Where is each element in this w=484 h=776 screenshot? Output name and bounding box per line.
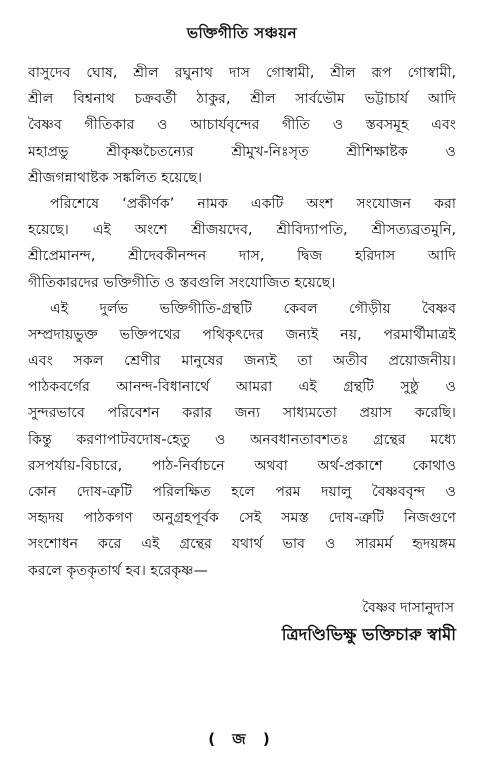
signature-block [282, 596, 456, 650]
page-number: ( জ ) [208, 730, 276, 748]
preface-body [28, 60, 456, 584]
text-line: গীতিকারদের ভক্তিগীতি ও স্তবগুলি সংযোজিত হয়েছে। [28, 274, 336, 291]
text-line: এই দুর্লভ ভক্তিগীতি-গ্রন্থটি কেবল গৌড়ীয় বৈষ্ণব [50, 300, 456, 317]
text-line: বৈষ্ণব গীতিকার ও আচার্যবৃন্দের গীতি ও স্তবসমূহ এবং [28, 117, 456, 134]
signature-name: ত্রিদণ্ডিভিক্ষু ভক্তিচারু স্বামী [281, 625, 456, 644]
text-line: শ্রীল বিশ্বনাথ চক্রবর্তী ঠাকুর, শ্রীল সার্বভৌম ভট্টাচার্য আদি [28, 91, 456, 108]
text-line: সহৃদয় পাঠকগণ অনুগ্রহপূর্বক সেই সমস্ত দোষ-ত্রুটি নিজগুণে [28, 510, 456, 527]
text-line: শ্রীজগন্নাথাষ্টক সঙ্কলিত হয়েছে। [28, 169, 203, 186]
text-line: পাঠকবর্গের আনন্দ-বিধানার্থে আমরা এই গ্রন্থটি সুষ্ঠু ও [28, 379, 456, 396]
running-head-title: ভক্তিগীতি সঞ্চয়ন [186, 24, 298, 42]
text-line: কোন দোষ-ত্রুটি পরিলক্ষিত হলে পরম দয়ালু বৈষ্ণববৃন্দ ও [28, 484, 456, 500]
text-line: এবং সকল শ্রেণীর মানুষের জন্যই তা অতীব প্রয়োজনীয়। [28, 353, 456, 370]
text-line: সুন্দরভাবে পরিবেশন করার জন্য সাধ্যমতো প্রয়াস করেছি। [28, 405, 456, 422]
text-line: বাসুদেব ঘোষ, শ্রীল রঘুনাথ দাস গোস্বামী, শ্রীল রূপ গোস্বামী, [28, 65, 456, 81]
text-line: মহাপ্রভু শ্রীকৃষ্ণচৈতন্যের শ্রীমুখ-নিঃসৃত শ্রীশিক্ষাষ্টক ও [28, 143, 456, 160]
signature-role: বৈষ্ণব দাসানুদাস [362, 600, 454, 616]
text-line: করলে কৃতকৃতার্থ হব। হরেকৃষ্ণ— [28, 562, 208, 579]
text-line: রসপর্যায়-বিচারে, পাঠ-নির্বাচনে অথবা অর্থ-প্রকাশে কোথাও [28, 457, 456, 474]
text-line: হয়েছে। এই অংশে শ্রীজয়দেব, শ্রীবিদ্যাপতি, শ্রীসত্যব্রতমুনি, [28, 222, 456, 239]
text-line: সংশোধন করে এই গ্রন্থের যথার্থ ভাব ও সারমর্ম হৃদয়ঙ্গম [28, 536, 456, 553]
text-line: শ্রীপ্রেমানন্দ, শ্রীদেবকীনন্দন দাস, দ্বিজ হরিদাস আদি [28, 248, 456, 265]
text-line: সম্প্রদায়ভুক্ত ভক্তিপথের পথিকৃৎদের জন্যই নয়, পরমার্থীমাত্রই [28, 326, 456, 343]
text-line: কিন্তু করণাপাটবদোষ-হেতু ও অনবধানতাবশতঃ গ্রন্থের মধ্যে [28, 431, 456, 448]
text-line: পরিশেষে ‘প্রকীর্ণক’ নামক একটি অংশ সংযোজন করা [50, 195, 456, 212]
